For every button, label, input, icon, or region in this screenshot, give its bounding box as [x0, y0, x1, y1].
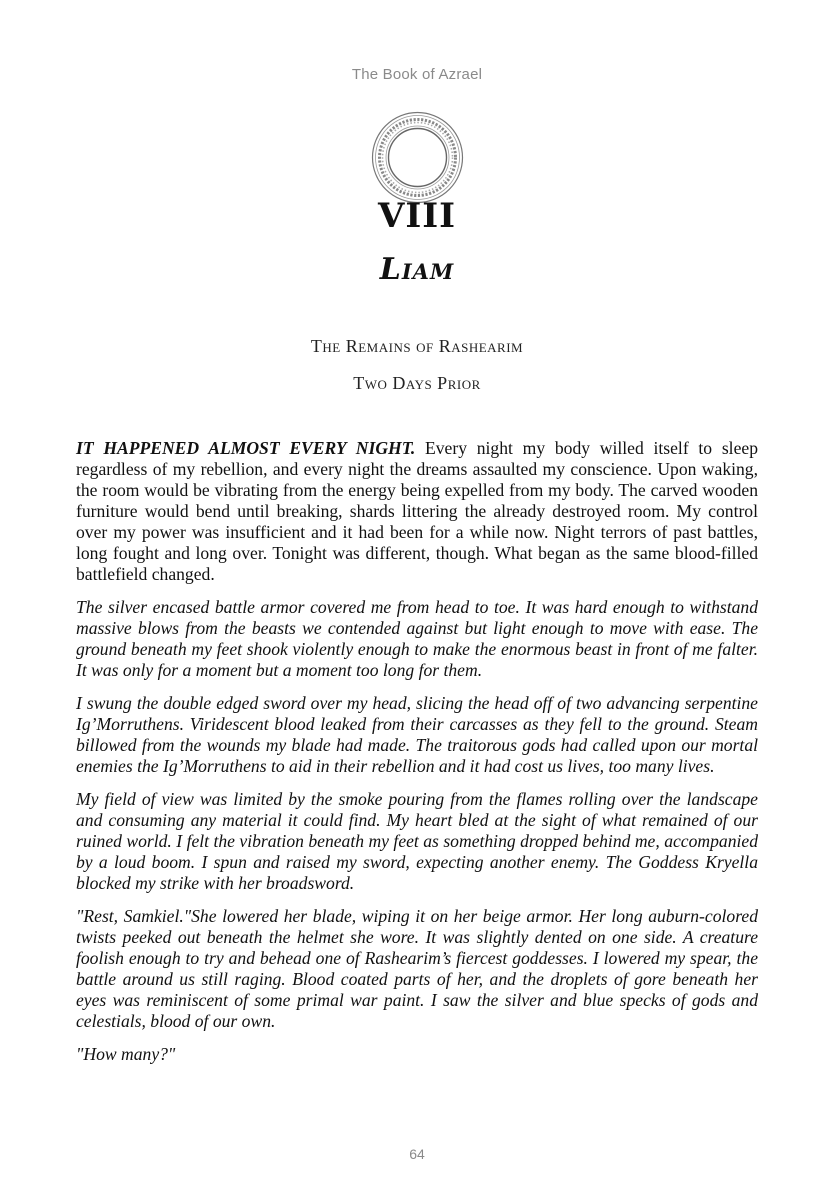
paragraph-5: "Rest, Samkiel."She lowered her blade, wiping it on her beige armor. Her long auburn-colored twists peeked out beneath the helmet she wore. It was slightly dented on one side. A creature foolish enough to try and behead one of Rashearim’s fiercest goddesses. I lowered my spear, the battle around us still raging. Blood coated parts of her, and the droplets of gore beneath her eyes was reminiscent of some primal war paint. I saw the silver and blue specks of gods and celestials, blood of our own. — [76, 906, 758, 1031]
paragraph-2: The silver encased battle armor covered me from head to toe. It was hard enough to withstand massive blows from the beasts we contended against but light enough to move with ease. The ground beneath my feet shook violently enough to make the enormous beast in front of me falter. It was only for a moment but a moment too long for them. — [76, 597, 758, 680]
paragraph-1 — [76, 438, 758, 585]
chapter-title: Liam — [379, 252, 455, 287]
paragraph-lead-in: IT HAPPENED ALMOST EVERY NIGHT. — [76, 438, 416, 458]
book-title: The Book of Azrael — [351, 66, 483, 83]
paragraph-4: My field of view was limited by the smoke pouring from the flames rolling over the landscape and consuming any material it could find. My heart bled at the sight of what remained of our ruined world. I felt the vibration beneath my feet as something dropped behind me, accompanied by a loud boom. I spun and raised my sword, expecting another enemy. The Goddess Kryella blocked my strike with her broadsword. — [76, 789, 758, 893]
chapter-location: The Remains of Rashearim — [310, 336, 524, 356]
chapter-number: VIII — [377, 196, 457, 236]
chapter-time: Two Days Prior — [353, 373, 481, 393]
paragraph-1-text: Every night my body willed itself to sleep regardless of my rebellion, and every night the dreams assaulted my conscience. Upon waking, the room would be vibrating from the energy being expelled from my body. The carved wooden furniture would bend until breaking, shards littering the already destroyed room. My control over my power was insufficient and it had been for a while now. Night terrors of past battles, long fought and long over. Tonight was different, though. What began as the same blood-filled battlefield changed. — [76, 438, 758, 584]
chapter-body — [76, 438, 758, 1077]
page-number: 64 — [409, 1146, 425, 1162]
paragraph-3: I swung the double edged sword over my head, slicing the head off of two advancing serpentine Ig’Morruthens. Viridescent blood leaked from their carcasses as they fell to the ground. Steam billowed from the wounds my blade had made. The traitorous gods had called upon our mortal enemies the Ig’Morruthens to aid in their rebellion and it had cost us lives, too many lives. — [76, 693, 758, 776]
celtic-ring-ornament-icon — [371, 111, 464, 204]
paragraph-6: "How many?" — [76, 1044, 176, 1064]
